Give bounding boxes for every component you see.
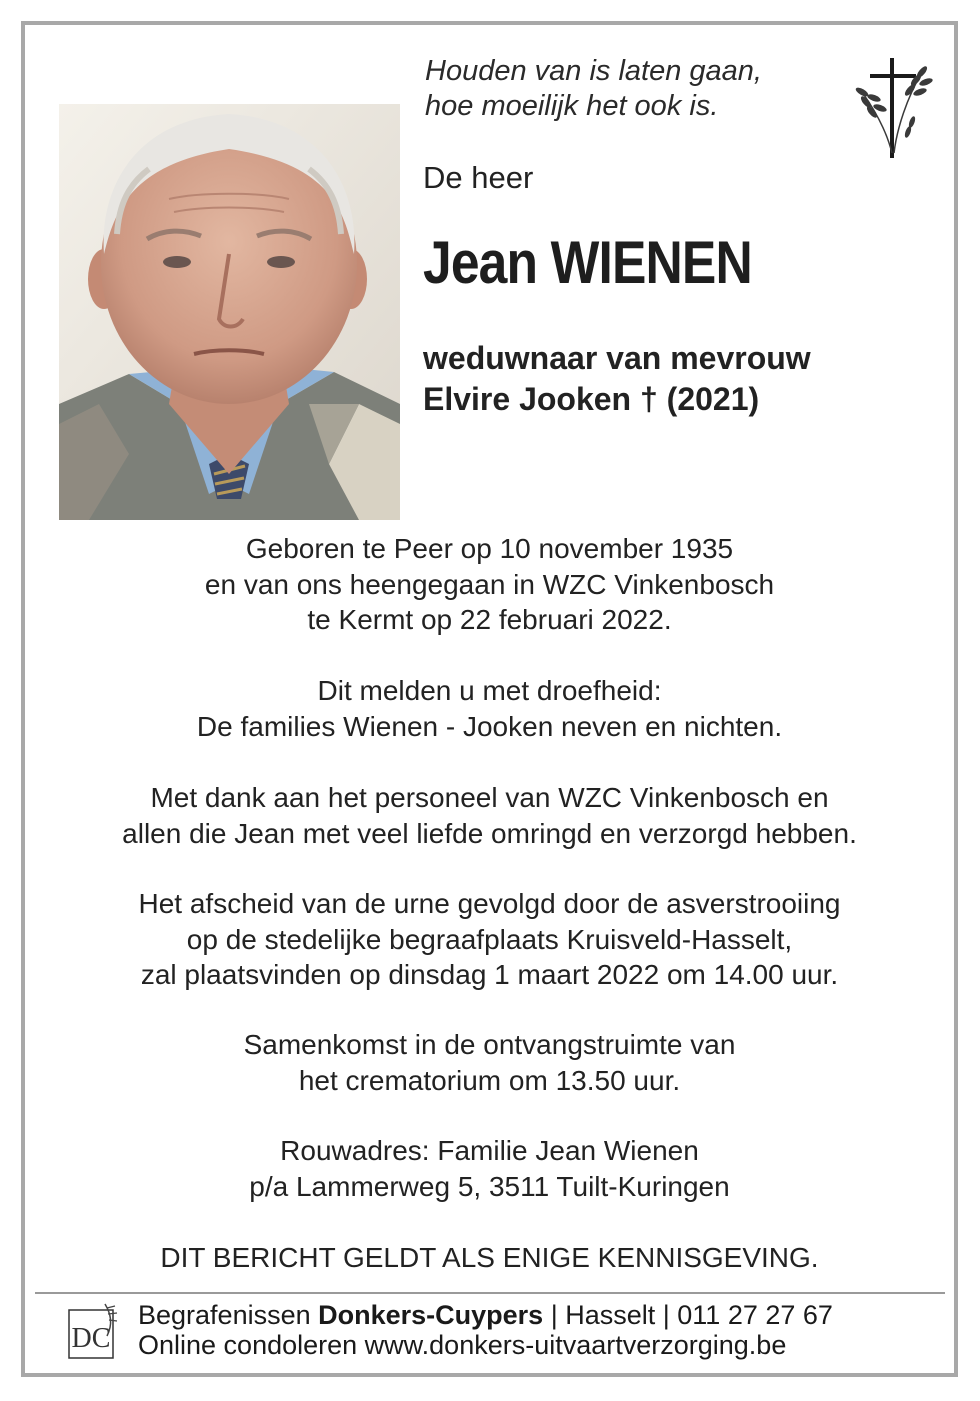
text-line: zal plaatsvinden op dinsdag 1 maart 2022 om 14.00 uur. — [140, 959, 839, 990]
footer-line-1 — [138, 1300, 833, 1330]
logo-text: DC — [71, 1323, 111, 1354]
paragraph-notice — [25, 1240, 954, 1276]
paragraph-thanks — [25, 780, 954, 851]
title: De heer — [423, 160, 534, 195]
paragraph-birth-death — [25, 531, 954, 638]
donkers-cuypers-logo — [65, 1302, 121, 1364]
text-line: en van ons heengegaan in WZC Vinkenbosch — [204, 568, 775, 600]
text-line: DIT BERICHT GELDT ALS ENIGE KENNISGEVING. — [160, 1242, 819, 1273]
paragraph-gathering — [25, 1027, 954, 1098]
footer — [138, 1300, 833, 1360]
text-line: Rouwadres: Familie Jean Wienen — [280, 1135, 699, 1166]
deceased-name: Jean WIENEN — [423, 229, 752, 296]
quote — [425, 54, 825, 124]
text-line: Met dank aan het personeel van WZC Vinkenbosch en — [150, 782, 829, 813]
text-line: op de stedelijke begraafplaats Kruisveld-Hasselt, — [186, 923, 793, 955]
footer-line-2: Online condoleren www.donkers-uitvaartverzorging.be — [138, 1330, 787, 1360]
footer-city: | Hasselt | — [543, 1300, 678, 1330]
text-line: te Kermt op 22 februari 2022. — [307, 604, 672, 635]
footer-divider — [35, 1292, 945, 1294]
quote-line-2: hoe moeilijk het ook is. — [425, 90, 719, 122]
cross-with-wheat-icon — [852, 58, 934, 162]
paragraph-farewell — [25, 886, 954, 993]
relation — [423, 338, 811, 420]
relation-line-2: Elvire Jooken † (2021) — [423, 381, 760, 417]
footer-phone: 011 27 27 67 — [677, 1300, 833, 1330]
text-line: p/a Lammerweg 5, 3511 Tuilt-Kuringen — [249, 1170, 730, 1202]
text-line: De families Wienen - Jooken neven en nichten. — [196, 710, 783, 742]
text-line: allen die Jean met veel liefde omringd en verzorgd hebben. — [122, 817, 857, 849]
text-line: Dit melden u met droefheid: — [317, 675, 662, 706]
text-line: Samenkomst in de ontvangstruimte van — [243, 1029, 736, 1060]
text-line: Het afscheid van de urne gevolgd door de asverstrooiing — [138, 888, 841, 919]
text-line: Geboren te Peer op 10 november 1935 — [245, 533, 734, 564]
footer-prefix: Begrafenissen — [138, 1300, 319, 1330]
paragraph-announcement — [25, 673, 954, 744]
portrait-photo — [59, 104, 400, 520]
text-line: het crematorium om 13.50 uur. — [298, 1064, 681, 1096]
relation-line-1: weduwnaar van mevrouw — [423, 340, 811, 376]
paragraph-address — [25, 1133, 954, 1204]
footer-company: Donkers-Cuypers — [318, 1300, 544, 1330]
quote-line-1: Houden van is laten gaan, — [425, 55, 762, 87]
